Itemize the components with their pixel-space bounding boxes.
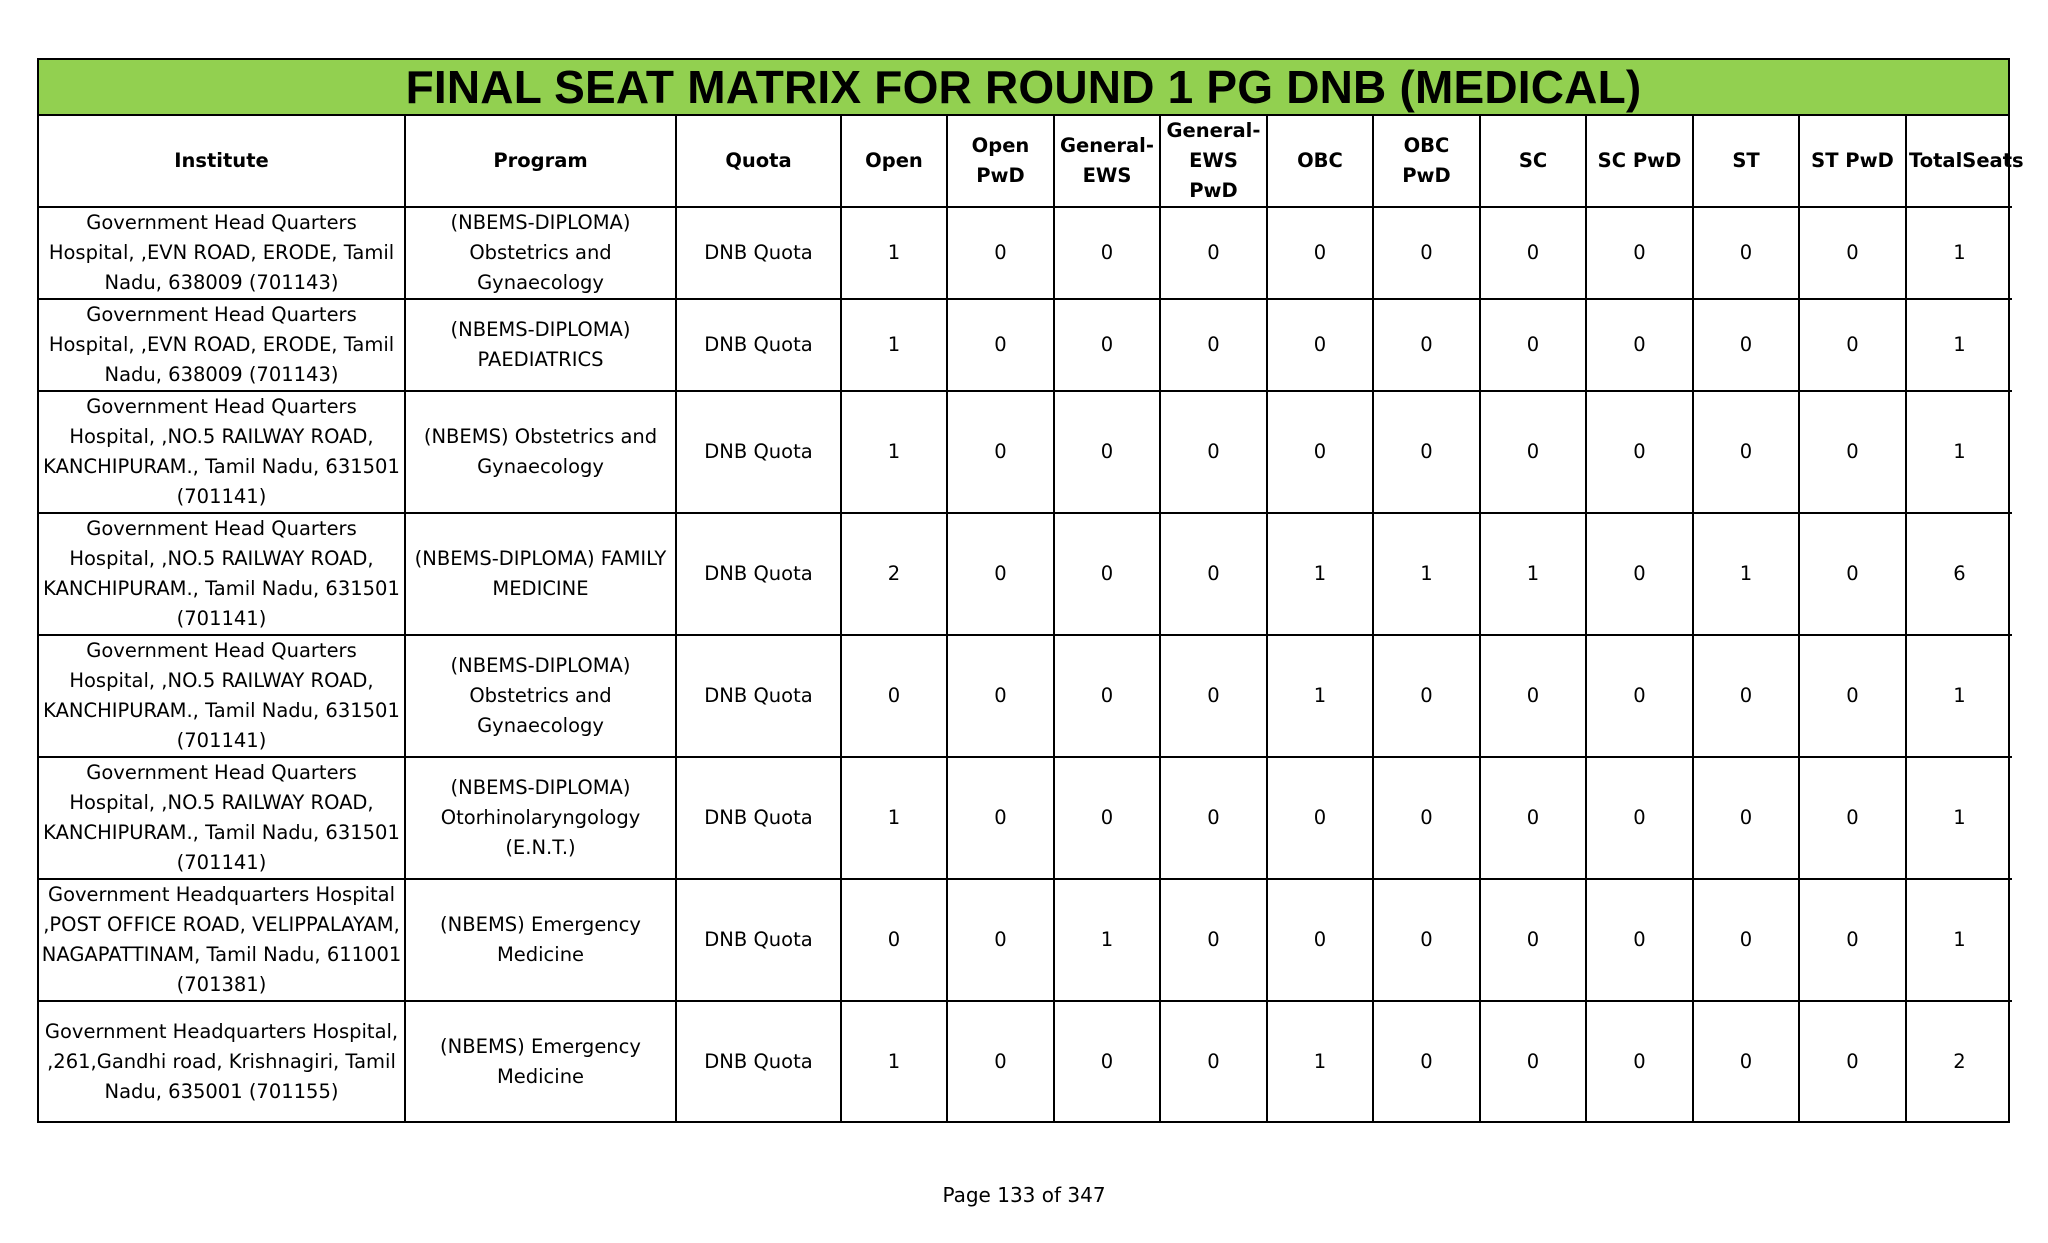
cell-obc: 0 (1267, 299, 1373, 391)
cell-open: 1 (841, 391, 947, 513)
cell-general-ews: 0 (1054, 207, 1160, 299)
col-header-total-seats: TotalSeats (1906, 116, 2012, 207)
cell-institute: Government Headquarters Hospital, ,261,Gandhi road, Krishnagiri, Tamil Nadu, 635001 (701155) (39, 1001, 405, 1121)
cell-open-pwd: 0 (947, 299, 1054, 391)
cell-st-pwd: 0 (1799, 207, 1906, 299)
cell-obc: 1 (1267, 1001, 1373, 1121)
cell-quota: DNB Quota (676, 513, 841, 635)
cell-sc: 0 (1480, 207, 1586, 299)
cell-open: 1 (841, 1001, 947, 1121)
cell-total-seats: 1 (1906, 207, 2012, 299)
cell-open: 1 (841, 299, 947, 391)
cell-open-pwd: 0 (947, 513, 1054, 635)
cell-sc: 0 (1480, 1001, 1586, 1121)
cell-general-ews: 0 (1054, 513, 1160, 635)
cell-st: 0 (1693, 1001, 1799, 1121)
cell-total-seats: 1 (1906, 757, 2012, 879)
cell-total-seats: 1 (1906, 635, 2012, 757)
cell-sc: 0 (1480, 391, 1586, 513)
cell-obc: 0 (1267, 879, 1373, 1001)
cell-obc: 0 (1267, 207, 1373, 299)
col-header-st-pwd: ST PwD (1799, 116, 1906, 207)
table-row (39, 299, 2012, 391)
cell-st-pwd: 0 (1799, 299, 1906, 391)
cell-st-pwd: 0 (1799, 513, 1906, 635)
cell-sc: 0 (1480, 757, 1586, 879)
cell-total-seats: 1 (1906, 299, 2012, 391)
col-header-program: Program (405, 116, 676, 207)
col-header-general-ews-pwd: General-EWS PwD (1160, 116, 1267, 207)
table-row (39, 391, 2012, 513)
cell-sc-pwd: 0 (1586, 757, 1693, 879)
cell-open: 1 (841, 207, 947, 299)
cell-institute: Government Head Quarters Hospital, ,NO.5 RAILWAY ROAD, KANCHIPURAM., Tamil Nadu, 631501 (701141) (39, 513, 405, 635)
cell-quota: DNB Quota (676, 635, 841, 757)
cell-sc: 0 (1480, 299, 1586, 391)
cell-total-seats: 2 (1906, 1001, 2012, 1121)
cell-open-pwd: 0 (947, 757, 1054, 879)
cell-general-ews-pwd: 0 (1160, 391, 1267, 513)
col-header-open-pwd: Open PwD (947, 116, 1054, 207)
cell-quota: DNB Quota (676, 879, 841, 1001)
cell-st: 0 (1693, 299, 1799, 391)
cell-open: 1 (841, 757, 947, 879)
seat-matrix-table (39, 116, 2024, 1121)
cell-general-ews-pwd: 0 (1160, 207, 1267, 299)
seat-matrix-sheet (37, 58, 2024, 1123)
col-header-open: Open (841, 116, 947, 207)
cell-quota: DNB Quota (676, 757, 841, 879)
cell-sc-pwd: 0 (1586, 207, 1693, 299)
seat-matrix-title: FINAL SEAT MATRIX FOR ROUND 1 PG DNB (MEDICAL) (39, 60, 2008, 116)
cell-st: 0 (1693, 879, 1799, 1001)
cell-sc-pwd: 0 (1586, 635, 1693, 757)
cell-st-pwd: 0 (1799, 391, 1906, 513)
cell-quota: DNB Quota (676, 207, 841, 299)
col-header-quota: Quota (676, 116, 841, 207)
col-header-obc: OBC (1267, 116, 1373, 207)
cell-obc-pwd: 1 (1373, 513, 1480, 635)
cell-general-ews: 0 (1054, 635, 1160, 757)
cell-obc-pwd: 0 (1373, 391, 1480, 513)
cell-open-pwd: 0 (947, 391, 1054, 513)
cell-open-pwd: 0 (947, 1001, 1054, 1121)
table-row (39, 1001, 2012, 1121)
cell-sc-pwd: 0 (1586, 391, 1693, 513)
cell-institute: Government Head Quarters Hospital, ,NO.5 RAILWAY ROAD, KANCHIPURAM., Tamil Nadu, 631501 (701141) (39, 635, 405, 757)
col-header-sc-pwd: SC PwD (1586, 116, 1693, 207)
cell-open: 0 (841, 879, 947, 1001)
cell-obc-pwd: 0 (1373, 757, 1480, 879)
cell-st-pwd: 0 (1799, 1001, 1906, 1121)
cell-quota: DNB Quota (676, 299, 841, 391)
cell-obc-pwd: 0 (1373, 299, 1480, 391)
cell-open: 0 (841, 635, 947, 757)
cell-program: (NBEMS) Emergency Medicine (405, 1001, 676, 1121)
col-header-sc: SC (1480, 116, 1586, 207)
cell-sc-pwd: 0 (1586, 879, 1693, 1001)
cell-general-ews-pwd: 0 (1160, 635, 1267, 757)
header-row (39, 116, 2012, 207)
cell-quota: DNB Quota (676, 391, 841, 513)
col-header-st: ST (1693, 116, 1799, 207)
cell-sc-pwd: 0 (1586, 1001, 1693, 1121)
cell-st: 1 (1693, 513, 1799, 635)
cell-quota: DNB Quota (676, 1001, 841, 1121)
cell-general-ews-pwd: 0 (1160, 513, 1267, 635)
cell-open: 2 (841, 513, 947, 635)
cell-total-seats: 1 (1906, 879, 2012, 1001)
cell-open-pwd: 0 (947, 207, 1054, 299)
cell-st: 0 (1693, 207, 1799, 299)
table-row (39, 207, 2012, 299)
cell-total-seats: 6 (1906, 513, 2012, 635)
cell-program: (NBEMS) Obstetrics and Gynaecology (405, 391, 676, 513)
page-number: Page 133 of 347 (942, 1183, 1106, 1207)
col-header-institute: Institute (39, 116, 405, 207)
cell-st: 0 (1693, 391, 1799, 513)
table-row (39, 879, 2012, 1001)
cell-st: 0 (1693, 635, 1799, 757)
cell-st-pwd: 0 (1799, 757, 1906, 879)
cell-program: (NBEMS-DIPLOMA) PAEDIATRICS (405, 299, 676, 391)
cell-institute: Government Head Quarters Hospital, ,EVN ROAD, ERODE, Tamil Nadu, 638009 (701143) (39, 207, 405, 299)
cell-total-seats: 1 (1906, 391, 2012, 513)
cell-institute: Government Headquarters Hospital ,POST OFFICE ROAD, VELIPPALAYAM, NAGAPATTINAM, Tamil Nadu, 611001 (701381) (39, 879, 405, 1001)
cell-obc: 0 (1267, 757, 1373, 879)
cell-st-pwd: 0 (1799, 879, 1906, 1001)
cell-obc: 1 (1267, 635, 1373, 757)
cell-obc: 0 (1267, 391, 1373, 513)
table-row (39, 513, 2012, 635)
cell-obc-pwd: 0 (1373, 635, 1480, 757)
cell-program: (NBEMS-DIPLOMA) FAMILY MEDICINE (405, 513, 676, 635)
cell-obc-pwd: 0 (1373, 1001, 1480, 1121)
cell-obc-pwd: 0 (1373, 879, 1480, 1001)
cell-institute: Government Head Quarters Hospital, ,EVN ROAD, ERODE, Tamil Nadu, 638009 (701143) (39, 299, 405, 391)
cell-program: (NBEMS-DIPLOMA) Obstetrics and Gynaecology (405, 207, 676, 299)
cell-program: (NBEMS-DIPLOMA) Obstetrics and Gynaecology (405, 635, 676, 757)
table-row (39, 757, 2012, 879)
cell-institute: Government Head Quarters Hospital, ,NO.5 RAILWAY ROAD, KANCHIPURAM., Tamil Nadu, 631501 (701141) (39, 391, 405, 513)
cell-general-ews-pwd: 0 (1160, 299, 1267, 391)
cell-general-ews: 0 (1054, 1001, 1160, 1121)
cell-open-pwd: 0 (947, 635, 1054, 757)
cell-sc: 0 (1480, 635, 1586, 757)
cell-general-ews: 0 (1054, 299, 1160, 391)
cell-obc: 1 (1267, 513, 1373, 635)
cell-sc-pwd: 0 (1586, 513, 1693, 635)
cell-sc: 1 (1480, 513, 1586, 635)
cell-sc-pwd: 0 (1586, 299, 1693, 391)
table-row (39, 635, 2012, 757)
cell-institute: Government Head Quarters Hospital, ,NO.5 RAILWAY ROAD, KANCHIPURAM., Tamil Nadu, 631501 (701141) (39, 757, 405, 879)
cell-general-ews: 0 (1054, 391, 1160, 513)
cell-general-ews: 1 (1054, 879, 1160, 1001)
cell-open-pwd: 0 (947, 879, 1054, 1001)
cell-st-pwd: 0 (1799, 635, 1906, 757)
cell-general-ews-pwd: 0 (1160, 757, 1267, 879)
col-header-obc-pwd: OBC PwD (1373, 116, 1480, 207)
cell-general-ews-pwd: 0 (1160, 1001, 1267, 1121)
cell-general-ews: 0 (1054, 757, 1160, 879)
cell-st: 0 (1693, 757, 1799, 879)
cell-sc: 0 (1480, 879, 1586, 1001)
col-header-general-ews: General-EWS (1054, 116, 1160, 207)
cell-program: (NBEMS) Emergency Medicine (405, 879, 676, 1001)
cell-general-ews-pwd: 0 (1160, 879, 1267, 1001)
cell-obc-pwd: 0 (1373, 207, 1480, 299)
cell-program: (NBEMS-DIPLOMA) Otorhinolaryngology (E.N.T.) (405, 757, 676, 879)
